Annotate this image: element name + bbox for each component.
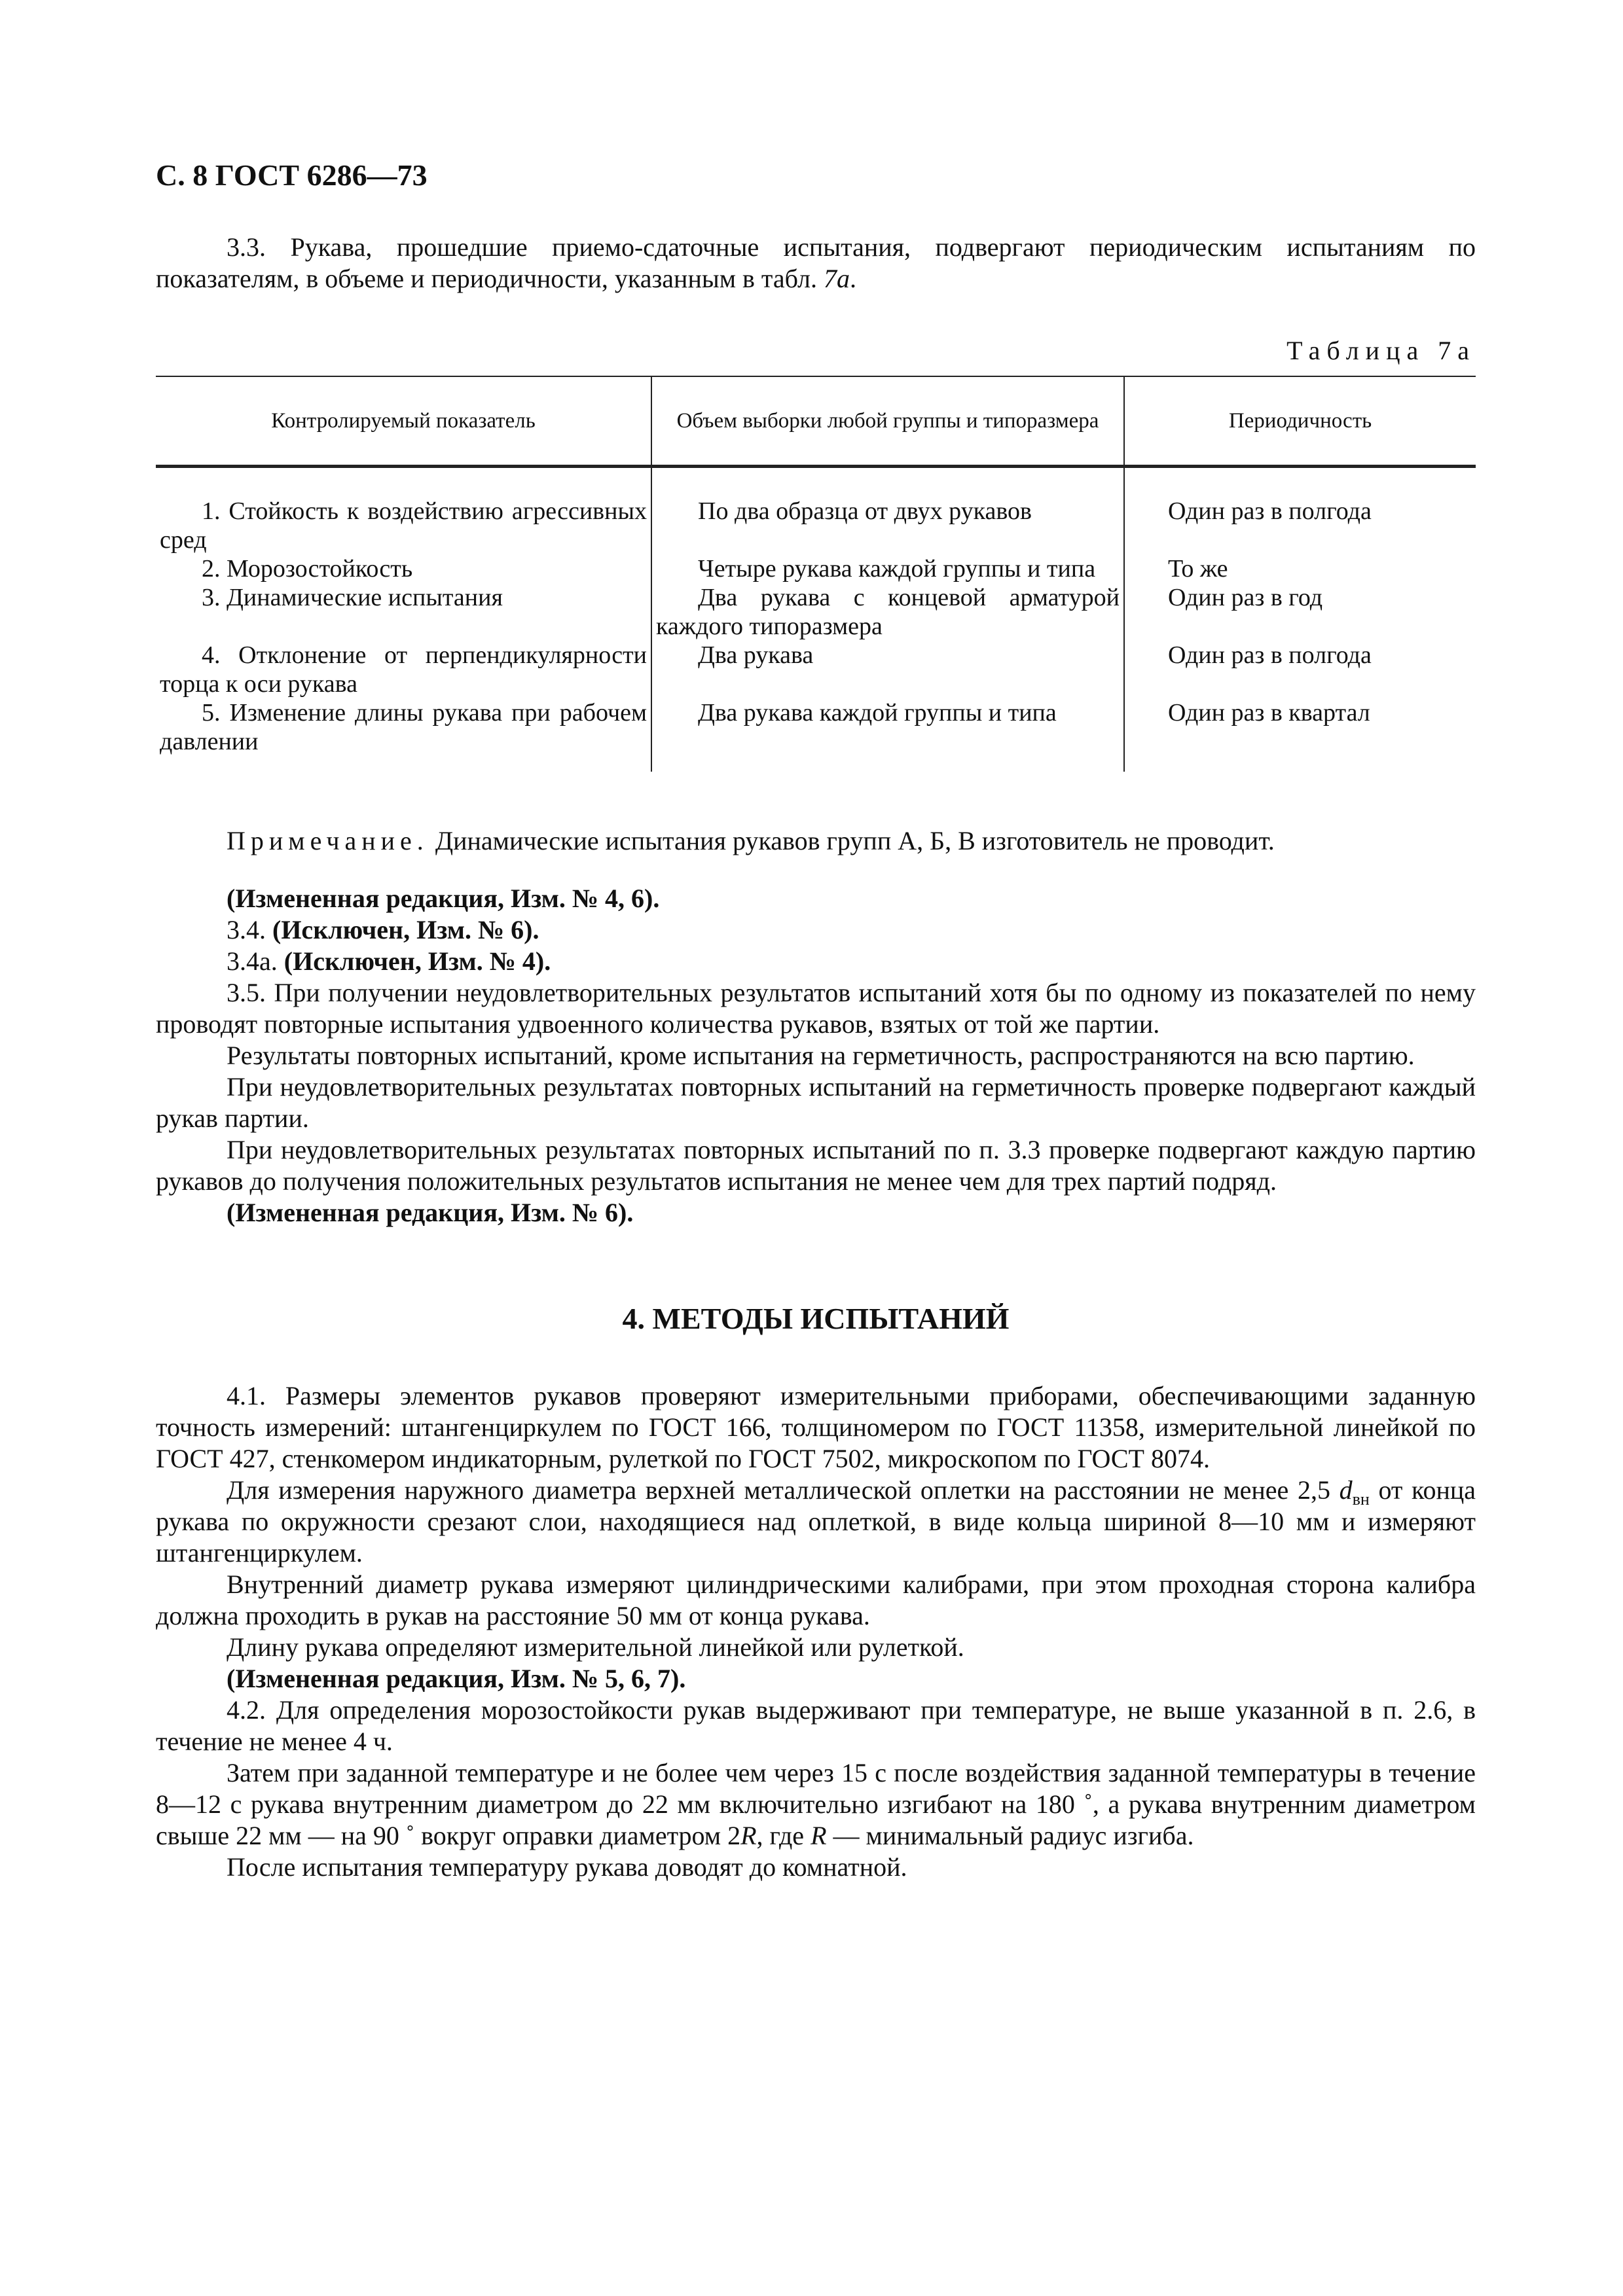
- paragraph-3-5-d: При неудовлетворительных результатах повторных испытаний по п. 3.3 проверке подвергают каждую партию рукавов до получения положительных результатов испытания не менее чем для трех партий подряд.: [156, 1135, 1476, 1196]
- paragraph-3-5-c: При неудовлетворительных результатах повторных испытаний на герметичность проверке подвергают каждый рукав партии.: [156, 1072, 1476, 1133]
- diameter-symbol: d: [1339, 1475, 1353, 1505]
- table-row: [156, 467, 1476, 555]
- table-row: [156, 641, 1476, 698]
- paragraph-3-5: 3.5. При получении неудовлетворительных результатов испытаний хотя бы по одному из показателей по нему проводят повторные испытания удвоенного количества рукавов, взятых от той же партии.: [156, 978, 1476, 1039]
- table-ref: 7а: [823, 264, 850, 293]
- paragraph-4-2-c: После испытания температуру рукава доводят до комнатной.: [227, 1852, 907, 1882]
- page-header: С. 8 ГОСТ 6286—73: [156, 158, 428, 192]
- table-cell: 4. Отклонение от перпендикулярности торца к оси рукава: [156, 641, 651, 698]
- paragraph-4-1-d: Длину рукава определяют измерительной линейкой или рулеткой.: [227, 1632, 964, 1662]
- paragraph-3-4a: 3.4а. (Исключен, Изм. № 4).: [227, 946, 551, 976]
- paragraph-4-1-c: Внутренний диаметр рукава измеряют цилиндрическими калибрами, при этом проходная сторона калибра должна проходить в рукав на расстояние 50 мм от конца рукава.: [156, 1570, 1476, 1630]
- paragraph-3-4: 3.4. (Исключен, Изм. № 6).: [227, 915, 539, 944]
- amendment-note: (Измененная редакция, Изм. № 5, 6, 7).: [227, 1664, 686, 1693]
- table-cell: То же: [1168, 555, 1228, 583]
- table-cell: Два рукава каждой группы и типа: [651, 698, 1124, 772]
- table-cell: По два образца от двух рукавов: [651, 467, 1124, 555]
- table-row: [156, 583, 1476, 641]
- paragraph-4-2: 4.2. Для определения морозостойкости рукав выдерживают при температуре, не выше указанной в п. 2.6, в течение не менее 4 ч.: [156, 1695, 1476, 1756]
- table-note: Примечание. Динамические испытания рукавов групп А, Б, В изготовитель не проводит.: [227, 826, 1275, 855]
- paragraph-4-1: 4.1. Размеры элементов рукавов проверяют измерительными приборами, обеспечивающими заданную точность измерений: штангенциркулем по ГОСТ 166, толщиномером по ГОСТ 11358, измерительной линейкой по ГОСТ 427, стенкомером индикаторным, рулеткой по ГОСТ 7502, микроскопом по ГОСТ 8074.: [156, 1381, 1476, 1473]
- table-cell: Один раз в полгода: [1168, 497, 1372, 525]
- table-caption: Таблица 7а: [1286, 336, 1476, 365]
- table-header-indicator: Контролируемый показатель: [156, 376, 651, 467]
- table-cell: Один раз в полгода: [1168, 641, 1372, 669]
- document-page: [156, 157, 1476, 1883]
- amendment-note: (Измененная редакция, Изм. № 6).: [227, 1198, 634, 1227]
- table-cell: 5. Изменение длины рукава при рабочем давлении: [156, 698, 651, 772]
- note-label: Примечание.: [227, 826, 429, 855]
- table-cell: Один раз в квартал: [1168, 699, 1370, 726]
- table-header-row: [156, 376, 1476, 467]
- table-cell: 2. Морозостойкость: [156, 554, 651, 583]
- table-cell: 3. Динамические испытания: [156, 583, 651, 641]
- table-cell: Четыре рукава каждой группы и типа: [651, 554, 1124, 583]
- paragraph-4-1-b: Для измерения наружного диаметра верхней металлической оплетки на расстоянии не менее 2,5 $d_{вн}$ от конца рукава по окружности срезают слои, находящиеся над оплеткой, в виде кольца шириной 8—10 мм и измеряют штангенциркулем.: [156, 1475, 1476, 1568]
- table-header-period: Периодичность: [1124, 376, 1476, 467]
- table-row: [156, 554, 1476, 583]
- table-row: [156, 698, 1476, 772]
- paragraph-3-3: 3.3. Рукава, прошедшие приемо-сдаточные испытания, подвергают периодическим испытаниям по показателям, в объеме и периодичности, указанным в табл. 7а.: [156, 232, 1476, 293]
- table-cell: 1. Стойкость к воздействию агрессивных сред: [156, 467, 651, 555]
- section-title: 4. МЕТОДЫ ИСПЫТАНИЙ: [622, 1302, 1010, 1335]
- radius-symbol: R: [740, 1821, 757, 1850]
- amendment-note: (Измененная редакция, Изм. № 4, 6).: [227, 884, 660, 913]
- paragraph-4-2-b: Затем при заданной температуре и не более чем через 15 с после воздействия заданной температуры в течение 8—12 с рукава внутренним диаметром до 22 мм включительно изгибают на 180 ˚, а рукава внутренним диаметром свыше 22 мм — на 90 ˚ вокруг оправки диаметром 2R, где R — минимальный радиус изгиба.: [156, 1758, 1476, 1850]
- radius-symbol: R: [811, 1821, 827, 1850]
- table-cell: Два рукава с концевой арматурой каждого типоразмера: [651, 583, 1124, 641]
- table-cell: Один раз в год: [1168, 584, 1323, 611]
- periodic-tests-table: [156, 376, 1476, 772]
- table-cell: Два рукава: [651, 641, 1124, 698]
- paragraph-3-5-b: Результаты повторных испытаний, кроме испытания на герметичность, распространяются на всю партию.: [227, 1041, 1415, 1070]
- table-header-sample: Объем выборки любой группы и типоразмера: [651, 376, 1124, 467]
